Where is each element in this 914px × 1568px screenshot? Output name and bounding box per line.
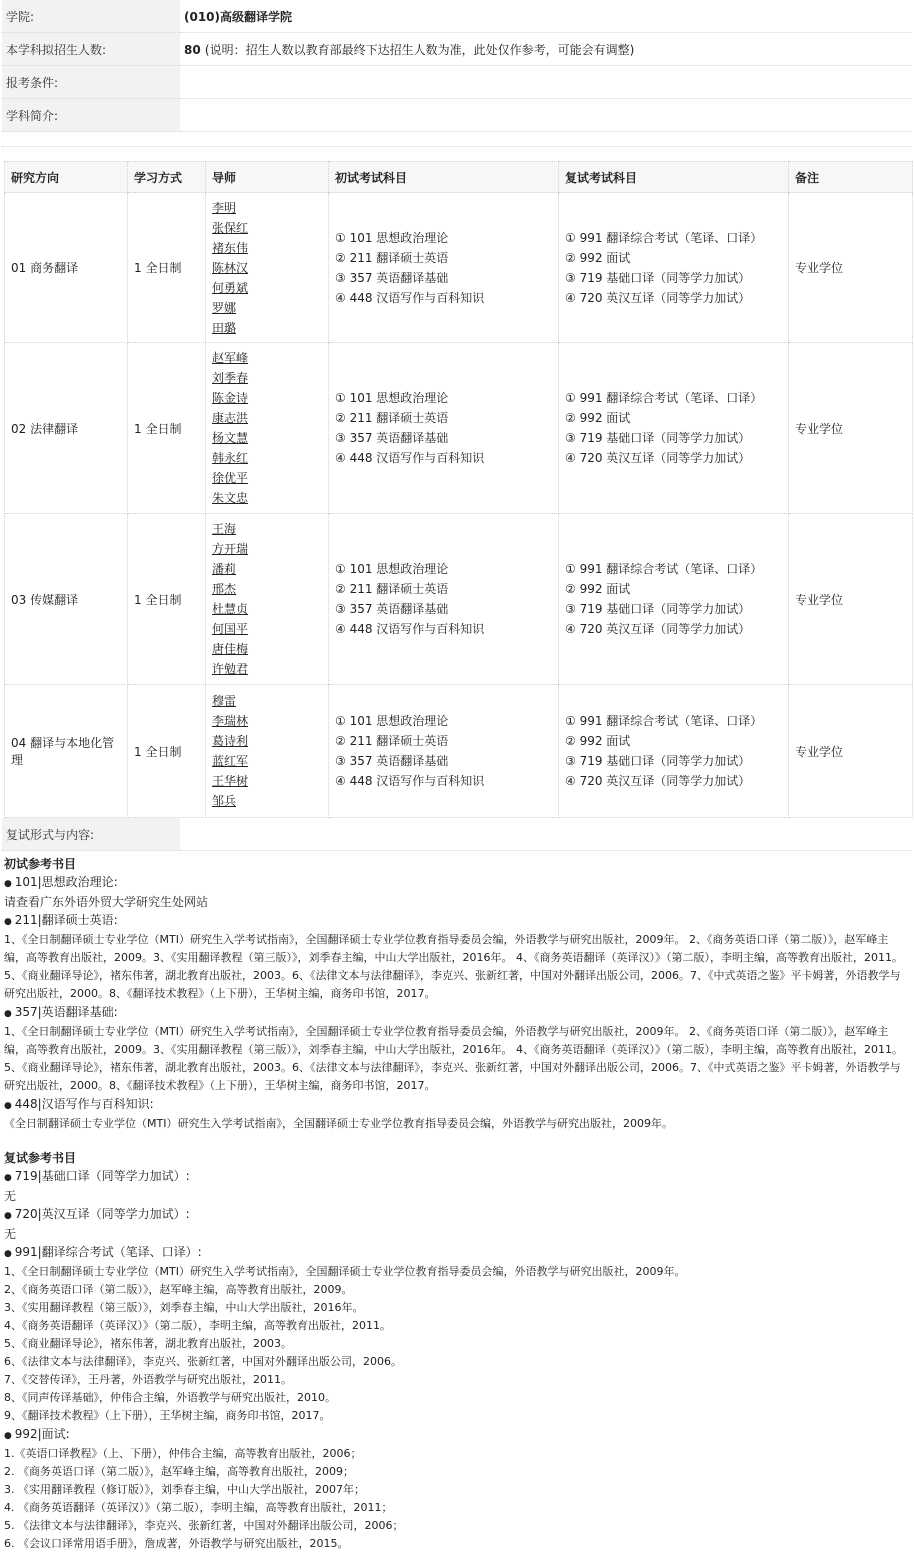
exam-subject: ③ 357 英语翻译基础 — [335, 431, 449, 445]
quota-value: 80 — [184, 42, 201, 57]
header-note: 备注 — [789, 162, 913, 193]
exam-subject: ① 991 翻译综合考试（笔译、口译） — [565, 714, 763, 728]
exam2-cell — [559, 514, 789, 685]
tutor-link[interactable]: 刘季春 — [212, 371, 249, 385]
retest-books — [0, 1149, 914, 1553]
book-subject: ● 211|翻译硕士英语: — [4, 911, 910, 931]
intro-label: 学科简介: — [2, 99, 180, 132]
tutor-cell — [206, 343, 329, 514]
tutor-link[interactable]: 朱文忠 — [212, 491, 249, 505]
header-direction: 研究方向 — [5, 162, 128, 193]
book-text: 6、《法律文本与法律翻译》，李克兴、张新红著，中国对外翻译出版公司，2006。 — [4, 1355, 402, 1368]
note-cell: 专业学位 — [789, 193, 913, 343]
book-text: 7、《交替传译》，王丹著，外语教学与研究出版社，2011。 — [4, 1373, 292, 1386]
tutor-link[interactable]: 方开瑞 — [212, 542, 249, 556]
exam-subject: ① 101 思想政治理论 — [335, 562, 449, 576]
header-exam1: 初试考试科目 — [329, 162, 559, 193]
tutor-link[interactable]: 邹兵 — [212, 794, 237, 808]
tutor-link[interactable]: 赵军峰 — [212, 351, 249, 365]
tutor-link[interactable]: 田璐 — [212, 320, 237, 335]
exam-subject: ③ 357 英语翻译基础 — [335, 270, 449, 285]
tutor-link[interactable]: 蓝红军 — [212, 754, 249, 768]
tutor-link[interactable]: 何勇斌 — [212, 280, 249, 295]
book-subject: ● 357|英语翻译基础: — [4, 1003, 910, 1023]
exam-subject: ① 101 思想政治理论 — [335, 230, 449, 245]
mode-cell: 1 全日制 — [128, 343, 206, 514]
book-text: 1、《全日制翻译硕士专业学位（MTI）研究生入学考试指南》，全国翻译硕士专业学位教育指导委员会编，外语教学与研究出版社，2009年。 2、《商务英语口译（第二版）》，赵军峰主编，高等教育出版社，2009。3、《实用翻译教程（第三版）》，刘季春主编，中山大学出版社，2016年。 4、《商务英语翻译（英译汉）》（第二版），李明主编，高等教育出版社，2011。5、《商业翻译导论》，褚东伟著，湖北教育出版社，2003。6、《法律文本与法律翻译》，李克兴、张新红著，中国对外翻译出版公司，2006。7、《中式英语之鉴》平卡姆著，外语教学与研究出版社，2000。8、《翻译技术教程》（上下册），王华树主编，商务印书馆，2017。 — [4, 933, 903, 1000]
table-row — [5, 685, 913, 818]
exam1-cell — [329, 193, 559, 343]
tutor-link[interactable]: 徐优平 — [212, 471, 249, 485]
book-text: 9、《翻译技术教程》（上下册），王华树主编，商务印书馆，2017。 — [4, 1409, 331, 1422]
tutor-link[interactable]: 邢杰 — [212, 582, 237, 596]
tutor-cell — [206, 193, 329, 343]
table-row — [5, 514, 913, 685]
quota-note: (说明：招生人数以教育部最终下达招生人数为准，此处仅作参考，可能会有调整) — [204, 42, 635, 57]
exam-subject: ① 991 翻译综合考试（笔译、口译） — [565, 230, 763, 245]
exam-subject: ② 211 翻译硕士英语 — [335, 411, 449, 425]
book-text: 无 — [4, 1227, 17, 1241]
tutor-link[interactable]: 王华树 — [212, 774, 249, 788]
exam-subject: ② 211 翻译硕士英语 — [335, 250, 449, 265]
exam-subject: ② 211 翻译硕士英语 — [335, 734, 449, 748]
tutor-link[interactable]: 罗娜 — [212, 300, 237, 315]
exam-subject: ④ 448 汉语写作与百科知识 — [335, 774, 485, 788]
exam-subject: ① 991 翻译综合考试（笔译、口译） — [565, 391, 763, 405]
tutor-link[interactable]: 杨文慧 — [212, 431, 249, 445]
header-tutor: 导师 — [206, 162, 329, 193]
table-row — [5, 193, 913, 343]
book-text: 《全日制翻译硕士专业学位（MTI）研究生入学考试指南》，全国翻译硕士专业学位教育指导委员会编，外语教学与研究出版社，2009年。 — [4, 1117, 673, 1130]
tutor-link[interactable]: 穆雷 — [212, 694, 237, 708]
tutor-link[interactable]: 潘莉 — [212, 562, 237, 576]
exam-subject: ② 992 面试 — [565, 411, 631, 425]
direction-cell: 04 翻译与本地化管理 — [5, 685, 128, 818]
tutor-link[interactable]: 葛诗利 — [212, 734, 249, 748]
retest-value — [180, 818, 912, 851]
mode-cell: 1 全日制 — [128, 685, 206, 818]
book-subject: ● 719|基础口译（同等学力加试）: — [4, 1167, 910, 1187]
direction-cell: 01 商务翻译 — [5, 193, 128, 343]
direction-cell: 02 法律翻译 — [5, 343, 128, 514]
exam-subject: ① 101 思想政治理论 — [335, 714, 449, 728]
exam2-cell — [559, 685, 789, 818]
quota-cell — [180, 33, 912, 66]
tutor-link[interactable]: 李明 — [212, 200, 237, 215]
tutor-link[interactable]: 唐佳梅 — [212, 642, 249, 656]
exam-subject: ③ 719 基础口译（同等学力加试） — [565, 270, 751, 285]
exam-subject: ③ 357 英语翻译基础 — [335, 754, 449, 768]
table-header — [5, 162, 913, 193]
exam1-cell — [329, 514, 559, 685]
table-row — [5, 343, 913, 514]
college-value: (010)高级翻译学院 — [180, 0, 912, 33]
requirements-row — [2, 66, 912, 99]
exam-subject: ④ 720 英汉互译（同等学力加试） — [565, 622, 751, 636]
header-mode: 学习方式 — [128, 162, 206, 193]
tutor-link[interactable]: 褚东伟 — [212, 240, 249, 255]
tutor-cell — [206, 685, 329, 818]
exam2-cell — [559, 193, 789, 343]
quota-label: 本学科拟招生人数: — [2, 33, 180, 66]
tutor-link[interactable]: 许勉君 — [212, 662, 249, 676]
exam-subject: ③ 719 基础口译（同等学力加试） — [565, 754, 751, 768]
book-text: 6. 《会议口译常用语手册》，詹成著，外语教学与研究出版社，2015。 — [4, 1537, 349, 1550]
exam2-cell — [559, 343, 789, 514]
exam-subject: ② 992 面试 — [565, 582, 631, 596]
exam-subject: ② 992 面试 — [565, 250, 631, 265]
info-table — [2, 0, 912, 132]
book-subject: ● 448|汉语写作与百科知识: — [4, 1095, 910, 1115]
exam-subject: ② 992 面试 — [565, 734, 631, 748]
directions-table — [4, 161, 913, 818]
book-text: 4、《商务英语翻译（英译汉）》（第二版），李明主编，高等教育出版社，2011。 — [4, 1319, 391, 1332]
header-exam2: 复试考试科目 — [559, 162, 789, 193]
book-text: 1、《全日制翻译硕士专业学位（MTI）研究生入学考试指南》，全国翻译硕士专业学位教育指导委员会编，外语教学与研究出版社，2009年。 — [4, 1265, 686, 1278]
direction-cell: 03 传媒翻译 — [5, 514, 128, 685]
exam-subject: ④ 720 英汉互译（同等学力加试） — [565, 774, 751, 788]
book-text: 1、《全日制翻译硕士专业学位（MTI）研究生入学考试指南》，全国翻译硕士专业学位教育指导委员会编，外语教学与研究出版社，2009年。 2、《商务英语口译（第二版）》，赵军峰主编，高等教育出版社，2009。3、《实用翻译教程（第三版）》，刘季春主编，中山大学出版社，2016年。 4、《商务英语翻译（英译汉）》（第二版），李明主编，高等教育出版社，2011。5、《商业翻译导论》，褚东伟著，湖北教育出版社，2003。6、《法律文本与法律翻译》，李克兴、张新红著，中国对外翻译出版公司，2006。7、《中式英语之鉴》平卡姆著，外语教学与研究出版社，2000。8、《翻译技术教程》（上下册），王华树主编，商务印书馆，2017。 — [4, 1025, 903, 1092]
tutor-link[interactable]: 张保红 — [212, 220, 249, 235]
exam-subject: ④ 720 英汉互译（同等学力加试） — [565, 290, 751, 305]
book-text: 1.《英语口译教程》（上、下册），仲伟合主编，高等教育出版社，2006； — [4, 1447, 362, 1460]
tutor-link[interactable]: 杜慧贞 — [212, 602, 249, 616]
college-label: 学院: — [2, 0, 180, 33]
tutor-link[interactable]: 李瑞林 — [212, 714, 249, 728]
tutor-link[interactable]: 王海 — [212, 522, 237, 536]
exam-subject: ② 211 翻译硕士英语 — [335, 582, 449, 596]
book-subject: ● 991|翻译综合考试（笔译、口译）: — [4, 1243, 910, 1263]
retest-table — [2, 818, 912, 851]
book-text: 请查看广东外语外贸大学研究生处网站 — [4, 895, 209, 909]
book-text: 3、《实用翻译教程（第三版）》，刘季春主编，中山大学出版社，2016年。 — [4, 1301, 364, 1314]
retest-row — [2, 818, 912, 851]
tutor-link[interactable]: 陈金诗 — [212, 391, 249, 405]
book-text: 3. 《实用翻译教程（修订版）》，刘季春主编，中山大学出版社，2007年； — [4, 1483, 365, 1496]
book-text: 2、《商务英语口译（第二版）》，赵军峰主编，高等教育出版社，2009。 — [4, 1283, 353, 1296]
tutor-link[interactable]: 康志洪 — [212, 411, 249, 425]
quota-row — [2, 33, 912, 66]
tutor-cell — [206, 514, 329, 685]
book-subject: ● 992|面试: — [4, 1425, 910, 1445]
exam1-cell — [329, 685, 559, 818]
books-title: 复试参考书目 — [4, 1151, 77, 1165]
exam-subject: ④ 720 英汉互译（同等学力加试） — [565, 451, 751, 465]
requirements-value — [180, 66, 912, 99]
mode-cell: 1 全日制 — [128, 514, 206, 685]
exam-subject: ③ 719 基础口译（同等学力加试） — [565, 431, 751, 445]
book-text: 8、《同声传译基础》，仲伟合主编，外语教学与研究出版社，2010。 — [4, 1391, 336, 1404]
book-text: 4. 《商务英语翻译（英译汉）》（第二版），李明主编，高等教育出版社，2011； — [4, 1501, 393, 1514]
retest-label: 复试形式与内容: — [2, 818, 180, 851]
book-text: 5、《商业翻译导论》，褚东伟著，湖北教育出版社，2003。 — [4, 1337, 292, 1350]
exam1-cell — [329, 343, 559, 514]
intro-row — [2, 99, 912, 132]
book-text: 无 — [4, 1189, 17, 1203]
exam-subject: ① 101 思想政治理论 — [335, 391, 449, 405]
tutor-link[interactable]: 韩永红 — [212, 451, 249, 465]
exam-subject: ④ 448 汉语写作与百科知识 — [335, 451, 485, 465]
tutor-link[interactable]: 何国平 — [212, 622, 249, 636]
initial-books — [0, 855, 914, 1133]
requirements-label: 报考条件: — [2, 66, 180, 99]
mode-cell: 1 全日制 — [128, 193, 206, 343]
book-text: 2. 《商务英语口译（第二版）》，赵军峰主编，高等教育出版社，2009； — [4, 1465, 354, 1478]
exam-subject: ③ 719 基础口译（同等学力加试） — [565, 602, 751, 616]
book-text: 5. 《法律文本与法律翻译》，李克兴、张新红著，中国对外翻译出版公司，2006； — [4, 1519, 404, 1532]
intro-value — [180, 99, 912, 132]
tutor-link[interactable]: 陈林汉 — [212, 260, 249, 275]
college-row — [2, 0, 912, 33]
exam-subject: ③ 357 英语翻译基础 — [335, 602, 449, 616]
book-subject: ● 720|英汉互译（同等学力加试）: — [4, 1205, 910, 1225]
books-title: 初试参考书目 — [4, 857, 77, 871]
note-cell: 专业学位 — [789, 685, 913, 818]
exam-subject: ① 991 翻译综合考试（笔译、口译） — [565, 562, 763, 576]
divider — [2, 132, 912, 147]
book-subject: ● 101|思想政治理论: — [4, 873, 910, 893]
exam-subject: ④ 448 汉语写作与百科知识 — [335, 290, 485, 305]
note-cell: 专业学位 — [789, 514, 913, 685]
note-cell: 专业学位 — [789, 343, 913, 514]
exam-subject: ④ 448 汉语写作与百科知识 — [335, 622, 485, 636]
